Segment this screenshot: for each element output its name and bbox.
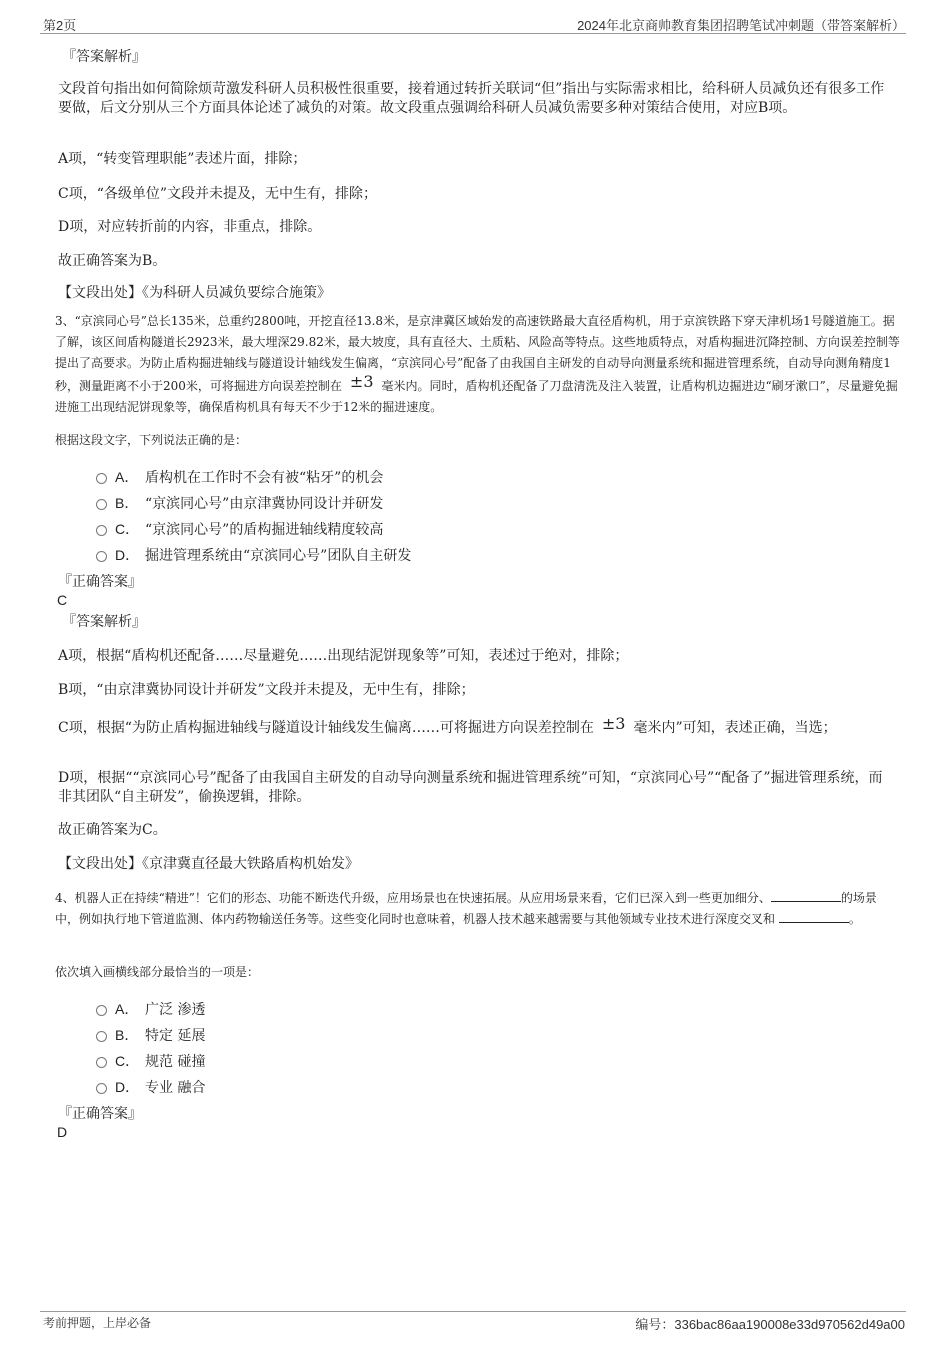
conclusion: 故正确答案为B。: [58, 253, 167, 269]
analysis-a: A项，根据“盾构机还配备……尽量避免……出现结泥饼现象等”可知，表述过于绝对，排除；: [58, 648, 629, 664]
question-3-prompt: 根据这段文字，下列说法正确的是：: [55, 433, 248, 447]
option-b[interactable]: B． “京滨同心号”由京津冀协同设计并研发: [96, 493, 383, 513]
option-a[interactable]: A． 盾构机在工作时不会有被“粘牙”的机会: [96, 467, 383, 487]
question-3-text: 3、“京滨同心号”总长135米，总重约2800吨，开挖直径13.8米，是京津冀区域始发的高速铁路最大直径盾构机，用于京滨铁路下穿天津机场1号隧道施工。据了解，该区间盾构隧道长2923米，最大埋深29.82米，最大坡度，具有直径大、土质粘、风险高等特点。这些地质特点，对盾构掘进沉降控制、方向误差控制等提出了高要求。为防止盾构掘进轴线与隧道设计轴线发生偏离，“京滨同心号”配备了由我国自主研发的自动导向测量系统和掘进管理系统，自动导向测角精度1秒，测量距离不小于200米，可将掘进方向误差控制在 ±3 毫米内。同时，盾构机还配备了刀盘清洗及注入装置，让盾构机边掘进边“刷牙漱口”，尽量避免掘进施工出现结泥饼现象等，确保盾构机具有每天不少于12米的掘进速度。: [55, 314, 900, 414]
analysis-d: D项，对应转折前的内容，非重点，排除。: [58, 219, 322, 235]
source: 【文段出处】《为科研人员减负要综合施策》: [58, 285, 331, 301]
radio-icon[interactable]: [96, 1005, 107, 1016]
analysis-text: 文段首句指出如何简除烦苛激发科研人员积极性很重要，接着通过转折关联词“但”指出与实际需求相比，给科研人员减负还有很多工作要做，后文分别从三个方面具体论述了减负的对策。故文段重点强调给科研人员减负需要多种对策结合使用，对应B项。: [58, 81, 885, 116]
analysis-label: 『答案解析』: [62, 49, 146, 65]
blank: [779, 910, 849, 923]
option-c[interactable]: C． “京滨同心号”的盾构掘进轴线精度较高: [96, 519, 383, 539]
answer-label: 『正确答案』: [58, 1106, 142, 1122]
answer: C: [57, 592, 68, 608]
question-4-prompt: 依次填入画横线部分最恰当的一项是：: [55, 965, 260, 979]
footer-divider: [40, 1311, 906, 1312]
footer-slogan: 考前押题，上岸必备: [43, 1316, 152, 1330]
answer: D: [57, 1124, 68, 1140]
page-number: 第2页: [43, 18, 77, 33]
blank: [771, 889, 841, 902]
analysis-d: D项，根据““京滨同心号”配备了由我国自主研发的自动导向测量系统和掘进管理系统”可知，“京滨同心号”“配备了”掘进管理系统，而非其团队“自主研发”，偷换逻辑，排除。: [58, 770, 883, 805]
question-4-text: 4、机器人正在持续“精进”！它们的形态、功能不断迭代升级，应用场景也在快速拓展。从应用场景来看，它们已深入到一些更加细分、 的场景中，例如执行地下管道监测、体内药物输送任务等。这些变化同时也意味着，机器人技术越来越需要与其他领域专业技术进行深度交叉和 。: [55, 891, 877, 926]
conclusion: 故正确答案为C。: [58, 822, 167, 838]
answer-label: 『正确答案』: [58, 574, 142, 590]
radio-icon[interactable]: [96, 1057, 107, 1068]
option-a[interactable]: A． 广泛 渗透: [96, 999, 205, 1019]
analysis-label: 『答案解析』: [62, 614, 146, 630]
option-c[interactable]: C． 规范 碰撞: [96, 1051, 205, 1071]
source: 【文段出处】《京津冀直径最大铁路盾构机始发》: [58, 856, 359, 872]
document-title: 2024年北京商帅教育集团招聘笔试冲刺题（带答案解析）: [577, 18, 905, 33]
document-code: 编号：336bac86aa190008e33d970562d49a00: [635, 1317, 905, 1332]
option-d[interactable]: D． 掘进管理系统由“京滨同心号”团队自主研发: [96, 545, 411, 565]
radio-icon[interactable]: [96, 499, 107, 510]
radio-icon[interactable]: [96, 1083, 107, 1094]
header-divider: [40, 33, 906, 34]
radio-icon[interactable]: [96, 1031, 107, 1042]
option-b[interactable]: B． 特定 延展: [96, 1025, 205, 1045]
radio-icon[interactable]: [96, 525, 107, 536]
radio-icon[interactable]: [96, 551, 107, 562]
option-d[interactable]: D． 专业 融合: [96, 1077, 205, 1097]
analysis-c: C项，根据“为防止盾构掘进轴线与隧道设计轴线发生偏离……可将掘进方向误差控制在 ±3 毫米内”可知，表述正确，当选；: [58, 714, 837, 736]
radio-icon[interactable]: [96, 473, 107, 484]
analysis-b: B项，“由京津冀协同设计并研发”文段并未提及，无中生有，排除；: [58, 682, 475, 698]
analysis-c: C项，“各级单位”文段并未提及，无中生有，排除；: [58, 186, 378, 202]
analysis-a: A项，“转变管理职能”表述片面，排除；: [58, 151, 307, 167]
